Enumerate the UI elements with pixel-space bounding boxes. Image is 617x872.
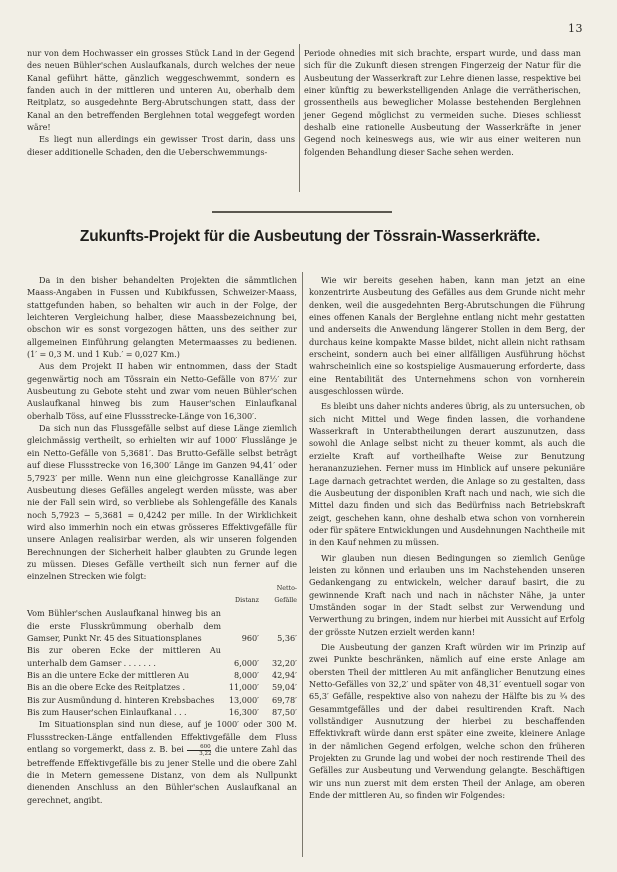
row-label: Vom Bühler'schen Auslaufkanal hinweg bis an die erste Flusskrümmung oberhalb dem Gamser, Punkt Nr. 45 des Situationsplanes xyxy=(27,608,221,643)
section-rule xyxy=(212,211,392,213)
right-column xyxy=(309,274,585,801)
row-fall: 42,94′ xyxy=(271,670,297,680)
paragraph: Wir glauben nun diesen Bedingungen so ziemlich Genüge leisten zu können und erlauben uns im Nachstehenden unseren Gedankengang zu entwickeln, welcher darauf basirt, die zu gewinnende Kraft nach und nach in nächster Nähe, ja unter Umständen sogar in der Stadt selbst zur Verwendung und Verwerthung zu bringen, indem nur hierbei mit Aussicht auf Erfolg der grösste Nutzen erzielt werden kann! xyxy=(309,552,585,637)
row-label: Bis zum Hauser'schen Einlaufkanal . . . xyxy=(27,707,187,718)
row-label: Bis an die obere Ecke des Reitplatzes . xyxy=(27,682,186,693)
distance-table xyxy=(27,583,297,719)
row-distance: 16,300′ xyxy=(228,707,259,718)
row-distance: 8,000′ xyxy=(233,670,259,680)
table-row xyxy=(27,706,297,718)
table-row xyxy=(27,694,297,706)
left-column xyxy=(27,274,297,806)
header-distance: Distanz xyxy=(235,596,259,604)
row-fall: 59,04′ xyxy=(271,682,297,693)
paragraph: Periode ohnedies mit sich brachte, erspart wurde, und dass man sich für die Zukunft diesen strengen Fingerzeig der Natur für die Ausbeutung der Wasserkraft zur Lehre dienen lasse, respektive bei einer künftig zu bewerkstelligenden Anlage die verrätherischen, grossentheils aus beweglicher Molasse bestehenden Berglehnen jener Gegend möglichst zu vermeiden suche. Dieses schliesst deshalb eine rationelle Ausbeutung der Wasserkräfte in jener Gegend noch keineswegs aus, wie wir aus einer weiteren nun folgenden Behandlung dieser Sache sehen werden. xyxy=(304,48,581,157)
column-divider xyxy=(299,44,300,192)
table-header-row xyxy=(27,583,297,608)
row-fall: 69,78′ xyxy=(271,694,297,705)
table-row xyxy=(27,669,297,681)
paragraph: Es liegt nun allerdings ein gewisser Trost darin, dass uns dieser additionelle Schaden, den die Ueberschwemmungs- xyxy=(27,134,295,157)
paragraph: Da sich nun das Flussgefälle selbst auf diese Länge ziemlich gleichmässig vertheilt, so erhielten wir auf 1000′ Flusslänge je ein Netto-Gefälle von 5,3681′. Das Brutto-Gefälle selbst beträgt auf diese Flussstrecke von 16,300′ Länge im Ganzen 94,41′ oder 5,7923′ per mille. Wenn nun eine gleichgrosse Kanallänge zur Ausbeutung dieses Gefälles angelegt werden müsste, was aber nie der Fall sein wird, so verbliebe als Sohlengefälle des Kanals noch 5,7923 − 5,3681 = 0,4242 per mille. In der Wirklichkeit wird also immerhin noch ein etwas grösseres Effektivgefälle für unsere Anlagen realisirbar werden, als wir unseren folgenden Berechnungen der Sicherheit halber glaubten zu Grunde legen zu müssen. Dieses Gefälle vertheilt sich nun ferner auf die einzelnen Strecken wie folgt: xyxy=(27,423,297,582)
header-net-fall: Netto-Gefälle xyxy=(274,584,297,604)
column-divider xyxy=(302,272,303,857)
table-row xyxy=(27,681,297,693)
row-fall: 5,36′ xyxy=(277,632,297,643)
row-label: Bis zur Ausmündung d. hinteren Krebsbaches xyxy=(27,694,215,705)
top-right-column xyxy=(304,47,581,158)
table-row xyxy=(27,644,297,669)
page-number: 13 xyxy=(568,22,583,35)
row-label: Bis zur oberen Ecke der mittleren Au unterhalb dem Gamser . . . . . . . xyxy=(27,645,221,668)
row-label: Bis an die untere Ecke der mittleren Au xyxy=(27,670,190,680)
paragraph: nur von dem Hochwasser ein grosses Stück Land in der Gegend des neuen Bühler'schen Auslaufkanals, durch welches der neue Kanal geführt hätte, gänzlich weggeschwemmt, sondern es fanden auch in der mittleren und unteren Au, oberhalb dem Reitplatz, so ausgedehnte Berg-Abrutschungen statt, dass der Kanal an den betreffenden Berglehnen total weggefegt worden wäre! xyxy=(27,48,295,133)
fraction-denominator: 3,22 xyxy=(199,750,212,757)
paragraph xyxy=(27,718,297,806)
fraction-numerator: 600 xyxy=(187,744,211,751)
row-distance: 13,000′ xyxy=(228,694,259,705)
row-distance: 6,000′ xyxy=(233,657,259,668)
row-fall: 87,50′ xyxy=(271,707,297,718)
table-row xyxy=(27,607,297,644)
row-distance: 11,000′ xyxy=(228,682,259,693)
paragraph: Aus dem Projekt II haben wir entnommen, dass der Stadt gegenwärtig noch am Tössrain ein Netto-Gefälle von 87½′ zur Ausbeutung zu Gebote steht und zwar vom neuen Bühler'schen Auslaufkanal hinweg bis zum Hauser'schen Einlaufkanal oberhalb Töss, auf eine Flussstrecke-Länge von 16,300′. xyxy=(27,361,297,421)
row-distance: 960′ xyxy=(241,632,259,643)
top-left-column xyxy=(27,47,295,158)
paragraph-part: die untere Zahl das betreffende Effektivgefälle bis zu jener Stelle und die obere Zahl die in Metern gemessene Distanz, von dem als Nullpunkt dienenden Anschluss an den Bühler'schen Auslaufkanal an gerechnet, angibt. xyxy=(27,744,298,805)
paragraph: Es bleibt uns daher nichts anderes übrig, als zu untersuchen, ob sich nicht Mittel und Wege finden lassen, die vorhandene Wasserkraft in Unterabtheilungen derart auszunutzen, dass sowohl die Anlage selbst nicht zu theuer kommt, als auch die erzielte Kraft auf vortheilhafte Weise zur Benutzung herananzuziehen. Ferner muss im Hinblick auf unsere pekuniäre Lage darnach getrachtet werden, die Anlage so zu gestalten, dass die Ausbeutung der disponiblen Kraft nach und nach, wie sich die Mittel dazu finden und sich das Bedürfniss nach Betriebskraft zeigt, geschehen kann, ohne deshalb etwa schon von vornherein oder für spätere Entwicklungen und Ausdehnungen Nachtheile mit in den Kauf nehmen zu müssen. xyxy=(309,401,585,548)
paragraph: Die Ausbeutung der ganzen Kraft würden wir im Prinzip auf zwei Punkte beschränken, nämlich auf eine erste Anlage am obersten Theil der mittleren Au mit anfänglicher Benutzung eines Netto-Gefälles von 32,2′ und später von 48,31′ eventuell sogar von 65,3′ Gefälle, respektive also von nahezu der Hälfte bis zu ¾ des Gesammtgefälles und der dabei resultirenden Kraft. Nach vollständiger Ausnutzung der hierbei zu beschaffenden Effektivkraft würde dann erst später eine zweite, kleinere Anlage in der nämlichen Gegend erfolgen, welche schon den früheren Projekten zu Grunde lag und wobei der noch restirende Theil des Gefälles zur Ausbeutung und Verwendung gelangte. Beschäftigen wir uns nun zuerst mit dem ersten Theil der Anlage, am oberen Ende der mittleren Au, so finden wir Folgendes: xyxy=(309,641,585,801)
section-heading: Zukunfts-Projekt für die Ausbeutung der Tössrain-Wasserkräfte. xyxy=(79,228,541,245)
paragraph: Wie wir bereits gesehen haben, kann man jetzt an eine konzentrirte Ausbeutung des Gefälles aus dem Grunde nicht mehr denken, weil die ausgedehnten Berg-Abrutschungen die Führung eines offenen Kanals der Berglehne entlang nicht mehr gestatten und anderseits die Anwendung längerer Stollen in dem Berg, der durchaus keine kompakte Masse bildet, nicht allein nicht rathsam erscheint, sondern auch bei einer allfälligen Ausführung höchst wahrscheinlich eine so kostspielige Ausmauerung erforderte, dass eine Rentabilität des Unternehmens schon von vornherein ausgeschlossen würde. xyxy=(309,275,585,397)
row-fall: 32,20′ xyxy=(271,657,297,668)
paragraph: Da in den bisher behandelten Projekten die sämmtlichen Maass-Angaben in Fussen und Kubikfussen, Schweizer-Maass, stattgefunden haben, so behalten wir auch in der Folge, der leichteren Vergleichung halber, diese Maassbezeichnung bei, obschon wir es sonst vorgezogen hätten, uns des seither zur allgemeinen Einführung gelangten Metermaasses zu bedienen. (1′ = 0,3 M. und 1 Kub.′ = 0,027 Km.) xyxy=(27,275,297,360)
paragraph-part: Im Situationsplan sind nun diese, auf je 1000′ oder 300 M. Flussstrecken-Länge entfallenden Effektivgefälle dem Fluss entlang so vorgemerkt, dass z. B. bei xyxy=(27,719,297,755)
fraction xyxy=(187,744,211,757)
